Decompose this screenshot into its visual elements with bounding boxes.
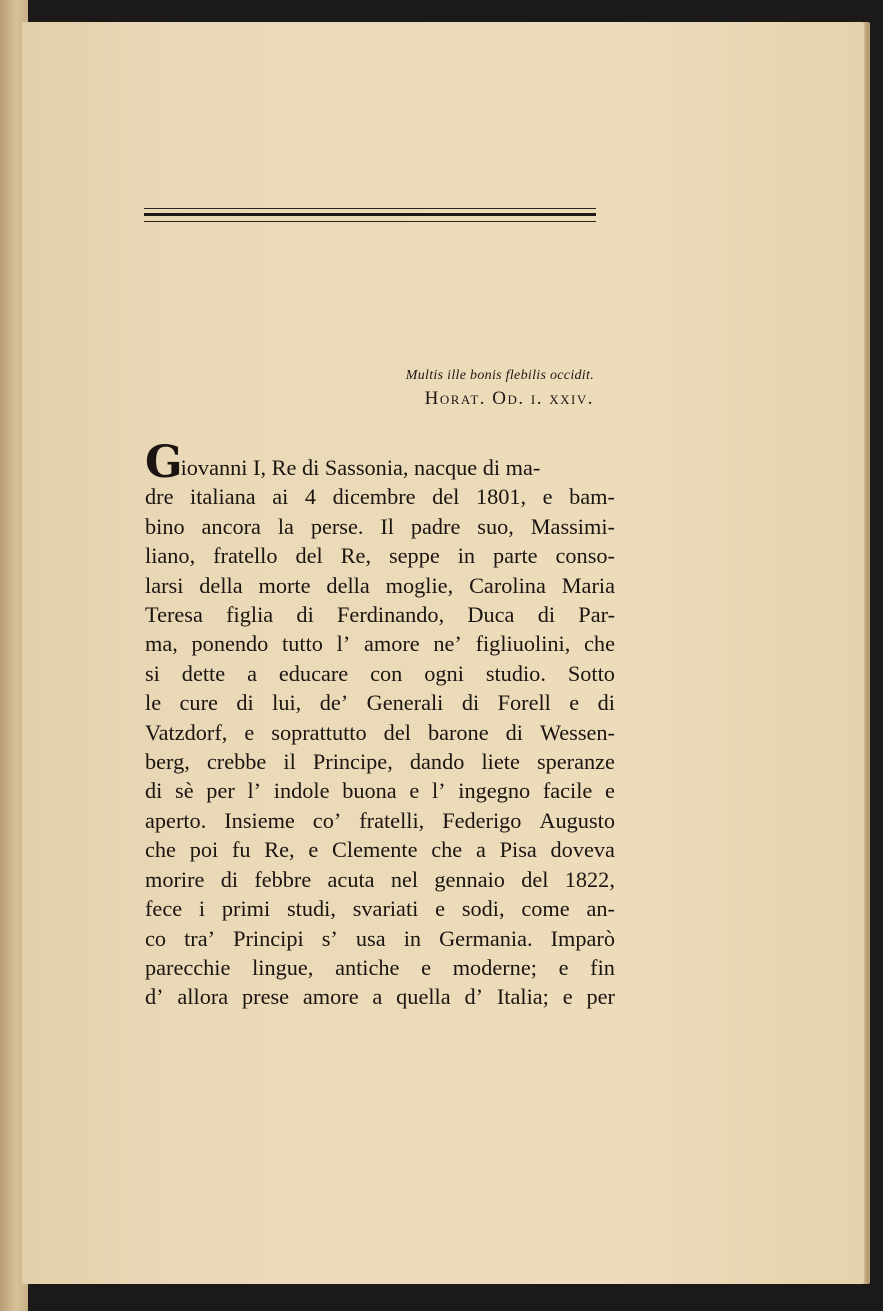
text-line <box>145 718 615 747</box>
word: sodi, <box>461 896 505 922</box>
word: la <box>277 513 294 539</box>
word: Forell <box>497 690 551 716</box>
text-line <box>145 953 615 982</box>
word: il <box>283 749 296 775</box>
word: prese <box>242 984 290 1010</box>
word: lui, <box>272 690 302 716</box>
word: lingue, <box>252 954 314 980</box>
word: Generali <box>366 690 444 716</box>
word: l’ <box>431 778 446 804</box>
word: doveva <box>550 837 615 863</box>
header-rules <box>144 208 596 222</box>
word: l’ <box>247 778 262 804</box>
header-rule-top <box>144 208 596 209</box>
word: 4 <box>304 484 317 510</box>
word: bino <box>145 513 185 539</box>
word: si <box>145 660 160 686</box>
epigraph <box>406 368 594 410</box>
word: fin <box>590 954 615 980</box>
word: e <box>308 837 319 863</box>
header-rule-middle <box>144 213 596 216</box>
drop-cap: G <box>145 437 181 488</box>
word: sè <box>175 778 194 804</box>
word: usa <box>355 925 386 951</box>
word: Par- <box>578 602 615 628</box>
word: Augusto <box>539 807 615 833</box>
word: fratelli, <box>359 807 425 833</box>
text-line <box>145 894 615 923</box>
word: crebbe <box>206 749 267 775</box>
text-line <box>145 776 615 805</box>
word: speranze <box>536 749 615 775</box>
epigraph-quote: Multis ille bonis flebilis occidit. <box>405 368 594 383</box>
text-line <box>145 629 615 658</box>
word: ogni <box>424 660 464 686</box>
word: e <box>409 778 420 804</box>
word: poi <box>189 837 219 863</box>
text-line <box>145 924 615 953</box>
word: per <box>586 984 615 1010</box>
word: febbre <box>254 866 312 892</box>
word: svariati <box>352 896 419 922</box>
word: dicembre <box>332 484 416 510</box>
word: ma, <box>145 631 178 657</box>
word: amore <box>302 984 359 1010</box>
word: studio. <box>485 660 546 686</box>
word: l’ <box>336 631 351 657</box>
word: in <box>403 925 422 951</box>
text-line <box>145 541 615 570</box>
text-line <box>145 806 615 835</box>
word: fratello <box>213 543 278 569</box>
word: e <box>558 954 569 980</box>
text-line-content: iovanni I, Re di Sassonia, nacque di ma- <box>180 455 541 480</box>
text-line <box>145 437 615 488</box>
word: bam- <box>569 484 615 510</box>
text-line <box>145 688 615 717</box>
word: Sotto <box>567 660 615 686</box>
word: suo, <box>477 513 514 539</box>
text-line <box>145 600 615 629</box>
word: che <box>431 837 463 863</box>
word: e <box>421 954 432 980</box>
word: che <box>145 837 176 863</box>
word: Insieme <box>224 807 295 833</box>
word: di <box>236 690 254 716</box>
header-rule-bottom <box>144 221 596 222</box>
word: i <box>198 896 206 922</box>
word: Wessen- <box>539 719 615 745</box>
word: Principi <box>233 925 304 951</box>
word: moderne; <box>452 954 537 980</box>
word: larsi <box>145 572 184 598</box>
word: Massimi- <box>530 513 615 539</box>
word: nel <box>390 866 419 892</box>
word: in <box>457 543 476 569</box>
word: del <box>383 719 411 745</box>
word: primi <box>221 896 271 922</box>
word: di <box>537 602 556 628</box>
word: berg, <box>145 749 190 775</box>
word: che <box>584 631 615 657</box>
word: Germania. <box>439 925 533 951</box>
word: cure <box>179 690 218 716</box>
word: e <box>605 778 615 804</box>
word: seppe <box>388 543 440 569</box>
word: padre <box>410 513 461 539</box>
word: Clemente <box>332 837 418 863</box>
word: quella <box>396 984 451 1010</box>
word: dando <box>409 749 465 775</box>
word: a <box>475 837 486 863</box>
word: come <box>521 896 570 922</box>
word: d’ <box>145 984 164 1010</box>
word: moglie, <box>385 572 454 598</box>
word: ai <box>272 484 289 510</box>
word: barone <box>427 719 489 745</box>
word: ingegno <box>458 778 531 804</box>
word: ancora <box>201 513 261 539</box>
word: tutto <box>282 631 323 657</box>
word: Principe, <box>312 749 393 775</box>
text-line <box>145 865 615 894</box>
word: s’ <box>321 925 338 951</box>
word: dre <box>145 484 174 510</box>
word: soprattutto <box>271 719 367 745</box>
word: d’ <box>464 984 484 1010</box>
word: figliuolini, <box>475 631 571 657</box>
word: di <box>505 719 523 745</box>
word: di <box>145 778 163 804</box>
word: di <box>296 602 314 628</box>
word: e <box>542 484 553 510</box>
word: perse. <box>310 513 364 539</box>
word: aperto. <box>145 807 207 833</box>
word: ponendo <box>191 631 269 657</box>
word: dette <box>181 660 226 686</box>
word: co <box>145 925 167 951</box>
text-line <box>145 571 615 600</box>
word: di <box>220 866 239 892</box>
word: tra’ <box>184 925 216 951</box>
epigraph-source: Horat. Od. i. xxiv. <box>424 388 594 409</box>
word: con <box>370 660 403 686</box>
word: fece <box>145 896 183 922</box>
word: buona <box>342 778 397 804</box>
word: del <box>521 866 549 892</box>
text-line <box>145 982 615 1011</box>
word: morire <box>145 866 205 892</box>
word: e <box>435 896 446 922</box>
word: Imparò <box>550 925 615 951</box>
word: e <box>244 719 255 745</box>
text-line <box>145 747 615 776</box>
word: fu <box>231 837 251 863</box>
word: indole <box>273 778 330 804</box>
word: gennaio <box>434 866 505 892</box>
word: de’ <box>319 690 349 716</box>
word: acuta <box>327 866 375 892</box>
word: Vatzdorf, <box>145 719 228 745</box>
word: del <box>432 484 460 510</box>
word: Italia; <box>496 984 549 1010</box>
word: an- <box>586 896 615 922</box>
word: liete <box>481 749 520 775</box>
word: Carolina <box>469 572 546 598</box>
word: a <box>247 660 257 686</box>
word: le <box>145 690 162 716</box>
word: Federigo <box>442 807 522 833</box>
body-paragraph <box>145 437 615 1012</box>
word: Re, <box>264 837 295 863</box>
word: a <box>372 984 383 1010</box>
word: amore <box>363 631 420 657</box>
word: Teresa <box>145 602 203 628</box>
word: della <box>199 572 243 598</box>
word: antiche <box>335 954 400 980</box>
word: Il <box>380 513 394 539</box>
word: educare <box>278 660 349 686</box>
word: Maria <box>561 572 615 598</box>
word: parecchie <box>145 954 231 980</box>
word: Duca <box>467 602 515 628</box>
word: co’ <box>312 807 342 833</box>
word: e <box>569 690 580 716</box>
text-line <box>145 482 615 511</box>
word: ne’ <box>433 631 462 657</box>
word: Pisa <box>499 837 537 863</box>
text-line <box>145 659 615 688</box>
word: parte <box>493 543 538 569</box>
word: italiana <box>190 484 256 510</box>
word: facile <box>542 778 593 804</box>
word: e <box>562 984 573 1010</box>
text-line <box>145 512 615 541</box>
word: 1822, <box>564 866 615 892</box>
word: per <box>206 778 235 804</box>
word: di <box>597 690 615 716</box>
text-line <box>145 835 615 864</box>
word: di <box>461 690 480 716</box>
word: liano, <box>145 543 196 569</box>
word: Re, <box>340 543 372 569</box>
word: conso- <box>555 543 615 569</box>
word: della <box>326 572 370 598</box>
word: 1801, <box>475 484 527 510</box>
word: del <box>295 543 323 569</box>
word: morte <box>258 572 311 598</box>
word: figlia <box>226 602 274 628</box>
word: Ferdinando, <box>337 602 445 628</box>
word: allora <box>177 984 229 1010</box>
word: studi, <box>286 896 336 922</box>
